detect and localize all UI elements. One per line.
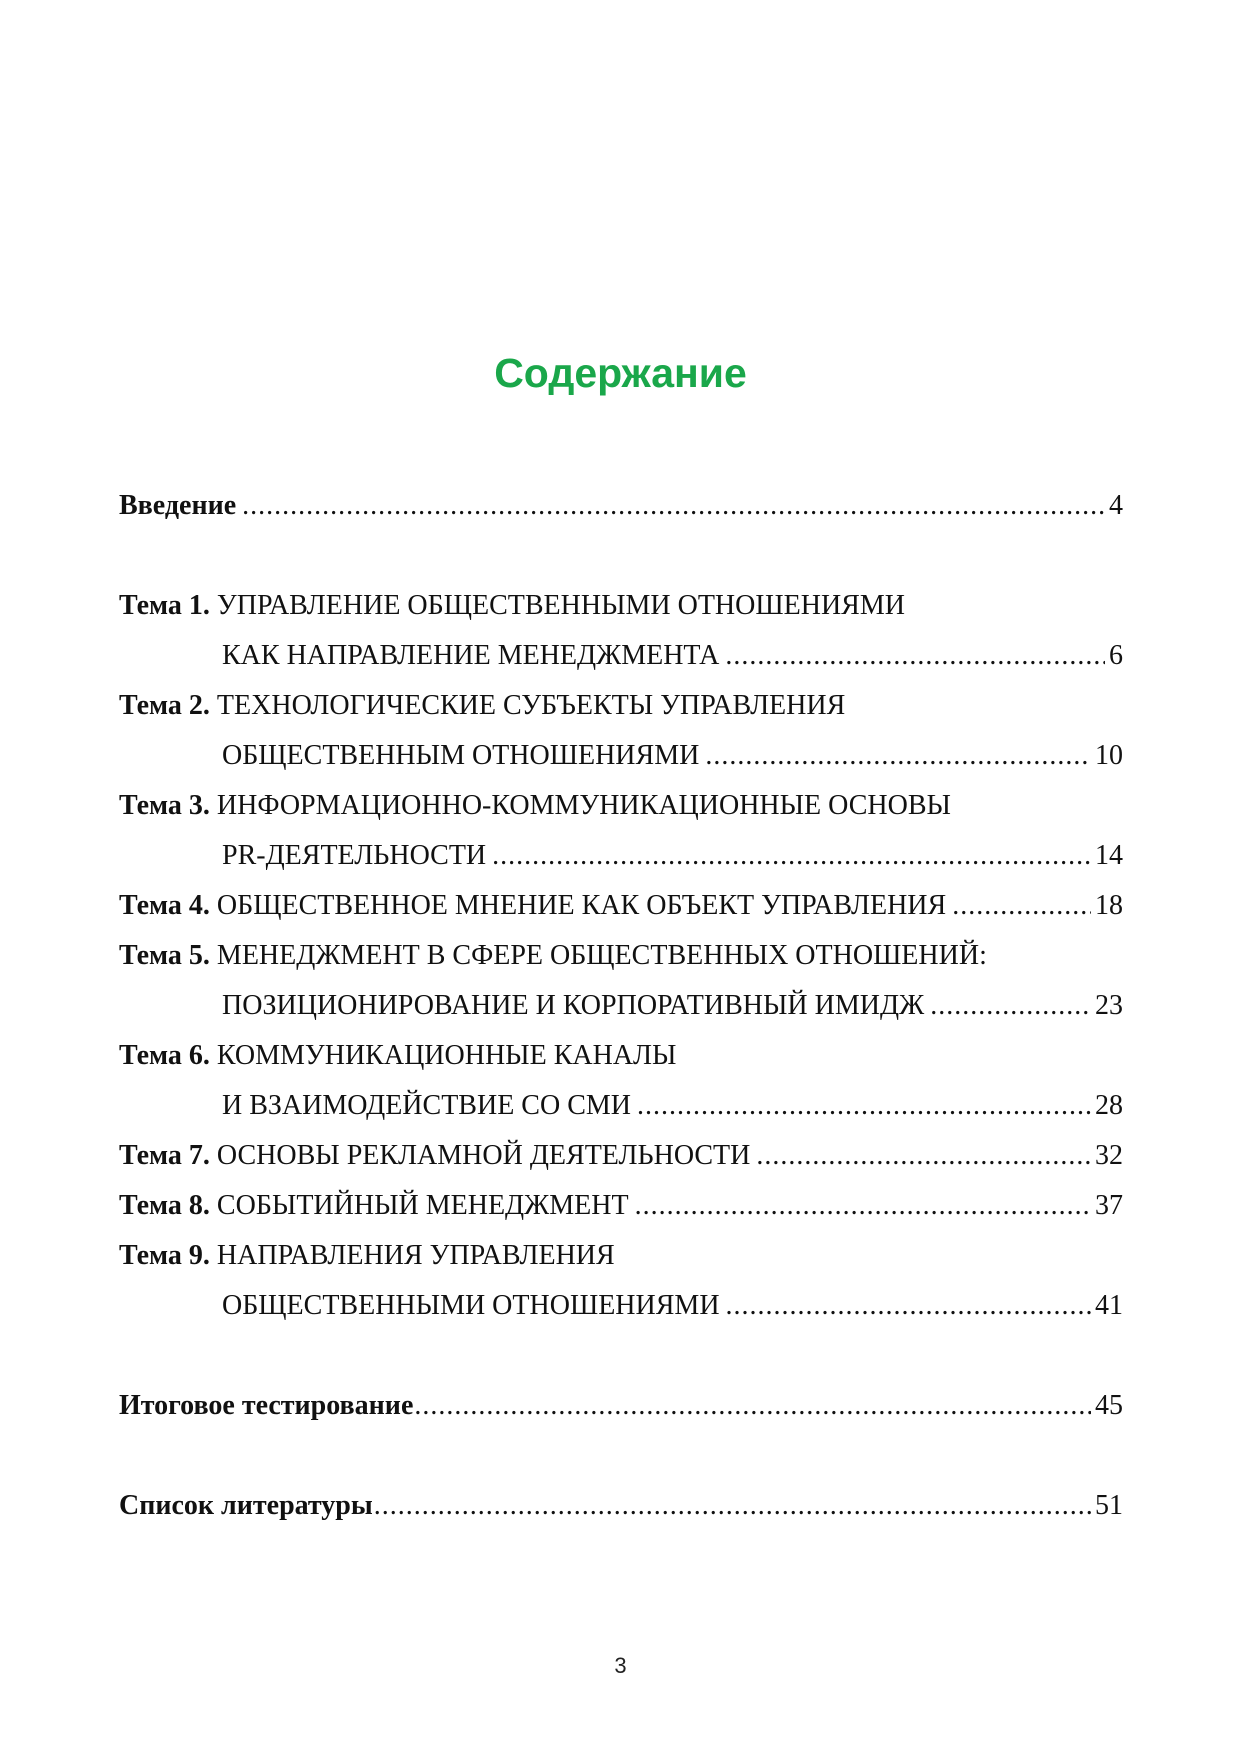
toc-entry-topic-3[interactable] (119, 786, 1123, 826)
topic-label: Тема 6. (119, 1040, 210, 1071)
toc-page-number: 6 (1109, 640, 1123, 671)
toc-entry-topic-2[interactable] (119, 686, 1123, 726)
dot-leader (705, 736, 1091, 776)
dot-leader (492, 836, 1091, 876)
toc-entry-title: КОММУНИКАЦИОННЫЕ КАНАЛЫ (216, 1040, 677, 1071)
dot-leader (414, 1386, 1091, 1426)
toc-page-number: 45 (1095, 1390, 1123, 1421)
toc-entry-topic-5[interactable] (119, 936, 1123, 976)
toc-page-number: 14 (1095, 840, 1123, 871)
toc-entry-topic-1-continuation[interactable] (222, 636, 1123, 676)
toc-entry-topic-1[interactable] (119, 586, 1123, 626)
toc-entry-title: PR-ДЕЯТЕЛЬНОСТИ (222, 840, 487, 871)
toc-page-number: 37 (1095, 1190, 1123, 1221)
toc-entry-title: НАПРАВЛЕНИЯ УПРАВЛЕНИЯ (216, 1240, 615, 1271)
toc-entry-title: Итоговое тестирование (119, 1390, 414, 1421)
toc-entry-title: ОСНОВЫ РЕКЛАМНОЙ ДЕЯТЕЛЬНОСТИ (216, 1140, 751, 1171)
toc-page-number: 23 (1095, 990, 1123, 1021)
dot-leader (725, 636, 1105, 676)
toc-page-number: 41 (1095, 1290, 1123, 1321)
toc-entry-topic-2-continuation[interactable] (222, 736, 1123, 776)
topic-label: Тема 8. (119, 1190, 210, 1221)
toc-entry-title: МЕНЕДЖМЕНТ В СФЕРЕ ОБЩЕСТВЕННЫХ ОТНОШЕНИЙ: (216, 940, 987, 971)
toc-entry-topic-6-continuation[interactable] (222, 1086, 1123, 1126)
toc-entry-title: Список литературы (119, 1490, 373, 1521)
page-number: 3 (614, 1653, 627, 1678)
dot-leader (726, 1286, 1091, 1326)
toc-page-number: 32 (1095, 1140, 1123, 1171)
toc-entry-references[interactable] (119, 1486, 1123, 1526)
toc-entry-title: СОБЫТИЙНЫЙ МЕНЕДЖМЕНТ (216, 1190, 629, 1221)
topic-label: Тема 9. (119, 1240, 210, 1271)
topic-label: Тема 2. (119, 690, 210, 721)
toc-entry-title: ОБЩЕСТВЕННЫМИ ОТНОШЕНИЯМИ (222, 1290, 720, 1321)
toc-page-number: 51 (1095, 1490, 1123, 1521)
toc-entry-topic-3-continuation[interactable] (222, 836, 1123, 876)
topic-label: Тема 5. (119, 940, 210, 971)
toc-page-number: 18 (1095, 890, 1123, 921)
toc-page-number: 28 (1095, 1090, 1123, 1121)
topic-label: Тема 3. (119, 790, 210, 821)
topic-label: Тема 1. (119, 590, 210, 621)
dot-leader (374, 1486, 1091, 1526)
dot-leader (635, 1186, 1091, 1226)
page-title: Содержание (494, 350, 747, 397)
topic-label: Тема 7. (119, 1140, 210, 1171)
toc-entry-final-test[interactable] (119, 1386, 1123, 1426)
topic-label: Тема 4. (119, 890, 210, 921)
toc-entry-title: ОБЩЕСТВЕННОЕ МНЕНИЕ КАК ОБЪЕКТ УПРАВЛЕНИЯ (216, 890, 947, 921)
toc-entry-title: УПРАВЛЕНИЕ ОБЩЕСТВЕННЫМИ ОТНОШЕНИЯМИ (216, 590, 905, 621)
toc-entry-title: КАК НАПРАВЛЕНИЕ МЕНЕДЖМЕНТА (222, 640, 720, 671)
dot-leader (930, 986, 1091, 1026)
toc-entry-topic-9-continuation[interactable] (222, 1286, 1123, 1326)
dot-leader (637, 1086, 1091, 1126)
toc-entry-topic-8[interactable] (119, 1186, 1123, 1226)
dot-leader (242, 486, 1105, 526)
toc-entry-intro[interactable] (119, 486, 1123, 526)
toc-entry-title: Введение (119, 490, 237, 521)
toc-entry-title: ПОЗИЦИОНИРОВАНИЕ И КОРПОРАТИВНЫЙ ИМИДЖ (222, 990, 925, 1021)
toc-entry-topic-9[interactable] (119, 1236, 1123, 1276)
toc-page-number: 10 (1095, 740, 1123, 771)
dot-leader (952, 886, 1091, 926)
toc-entry-topic-5-continuation[interactable] (222, 986, 1123, 1026)
toc-entry-topic-7[interactable] (119, 1136, 1123, 1176)
toc-entry-title: ОБЩЕСТВЕННЫМ ОТНОШЕНИЯМИ (222, 740, 700, 771)
table-of-contents (119, 0, 1123, 1754)
toc-entry-title: ТЕХНОЛОГИЧЕСКИЕ СУБЪЕКТЫ УПРАВЛЕНИЯ (216, 690, 846, 721)
toc-entry-topic-4[interactable] (119, 886, 1123, 926)
dot-leader (756, 1136, 1091, 1176)
toc-entry-title: И ВЗАИМОДЕЙСТВИЕ СО СМИ (222, 1090, 631, 1121)
toc-page-number: 4 (1109, 490, 1123, 521)
toc-entry-title: ИНФОРМАЦИОННО-КОММУНИКАЦИОННЫЕ ОСНОВЫ (216, 790, 951, 821)
toc-entry-topic-6[interactable] (119, 1036, 1123, 1076)
